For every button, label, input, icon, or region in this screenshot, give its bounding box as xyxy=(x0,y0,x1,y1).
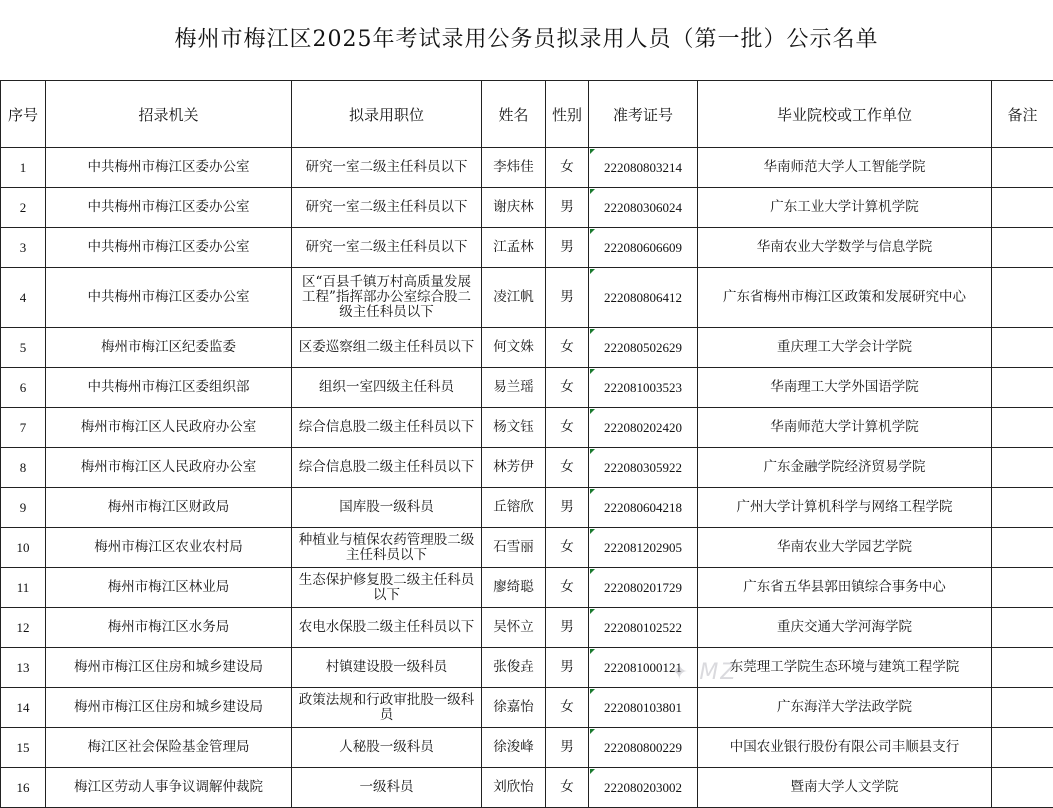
cell-org: 梅州市梅江区林业局 xyxy=(46,568,292,608)
cell-school: 华南师范大学计算机学院 xyxy=(698,408,992,448)
cell-index: 4 xyxy=(1,268,46,328)
cell-index: 16 xyxy=(1,768,46,808)
cell-sex: 男 xyxy=(546,268,589,328)
cell-comment-marker-icon xyxy=(590,449,595,454)
cell-sex: 女 xyxy=(546,768,589,808)
cell-comment-marker-icon xyxy=(590,649,595,654)
cell-school: 中国农业银行股份有限公司丰顺县支行 xyxy=(698,728,992,768)
cell-exam-id xyxy=(589,688,698,728)
cell-position: 国库股一级科员 xyxy=(292,488,482,528)
cell-position: 人秘股一级科员 xyxy=(292,728,482,768)
cell-exam-id xyxy=(589,188,698,228)
cell-org: 梅州市梅江区财政局 xyxy=(46,488,292,528)
table-row xyxy=(1,488,1053,528)
exam-id-text: 222081202905 xyxy=(604,540,682,555)
cell-position: 研究一室二级主任科员以下 xyxy=(292,148,482,188)
cell-position: 种植业与植保农药管理股二级主任科员以下 xyxy=(292,528,482,568)
cell-comment-marker-icon xyxy=(590,229,595,234)
table-row xyxy=(1,648,1053,688)
cell-exam-id xyxy=(589,648,698,688)
col-header-school: 毕业院校或工作单位 xyxy=(698,81,992,148)
table-row xyxy=(1,568,1053,608)
exam-id-text: 222080306024 xyxy=(604,200,682,215)
cell-note xyxy=(992,228,1053,268)
exam-id-text: 222080806412 xyxy=(604,290,682,305)
cell-sex: 女 xyxy=(546,148,589,188)
cell-comment-marker-icon xyxy=(590,329,595,334)
cell-name: 廖绮聪 xyxy=(482,568,546,608)
col-header-name: 姓名 xyxy=(482,81,546,148)
cell-name: 李炜佳 xyxy=(482,148,546,188)
cell-name: 吴怀立 xyxy=(482,608,546,648)
cell-sex: 男 xyxy=(546,648,589,688)
cell-comment-marker-icon xyxy=(590,489,595,494)
cell-index: 11 xyxy=(1,568,46,608)
cell-exam-id xyxy=(589,368,698,408)
cell-note xyxy=(992,688,1053,728)
table-row xyxy=(1,408,1053,448)
cell-position: 综合信息股二级主任科员以下 xyxy=(292,448,482,488)
cell-name: 张俊垚 xyxy=(482,648,546,688)
cell-exam-id xyxy=(589,728,698,768)
cell-position: 综合信息股二级主任科员以下 xyxy=(292,408,482,448)
cell-index: 1 xyxy=(1,148,46,188)
cell-name: 林芳伊 xyxy=(482,448,546,488)
cell-school: 广东工业大学计算机学院 xyxy=(698,188,992,228)
cell-comment-marker-icon xyxy=(590,729,595,734)
col-header-org: 招录机关 xyxy=(46,81,292,148)
cell-exam-id xyxy=(589,608,698,648)
cell-exam-id xyxy=(589,328,698,368)
cell-comment-marker-icon xyxy=(590,529,595,534)
exam-id-text: 222081000121 xyxy=(604,660,682,675)
cell-sex: 男 xyxy=(546,728,589,768)
exam-id-text: 222080203002 xyxy=(604,780,682,795)
exam-id-text: 222080103801 xyxy=(604,700,682,715)
cell-comment-marker-icon xyxy=(590,369,595,374)
cell-note xyxy=(992,368,1053,408)
cell-position: 区“百县千镇万村高质量发展工程”指挥部办公室综合股二级主任科员以下 xyxy=(292,268,482,328)
cell-sex: 男 xyxy=(546,488,589,528)
table-row xyxy=(1,188,1053,228)
table-row xyxy=(1,268,1053,328)
cell-school: 广东金融学院经济贸易学院 xyxy=(698,448,992,488)
cell-name: 何文姝 xyxy=(482,328,546,368)
cell-exam-id xyxy=(589,268,698,328)
table-body xyxy=(1,148,1053,808)
cell-org: 中共梅州市梅江区委办公室 xyxy=(46,228,292,268)
cell-exam-id xyxy=(589,768,698,808)
cell-name: 石雪丽 xyxy=(482,528,546,568)
exam-id-text: 222081003523 xyxy=(604,380,682,395)
cell-org: 中共梅州市梅江区委组织部 xyxy=(46,368,292,408)
cell-school: 东莞理工学院生态环境与建筑工程学院 xyxy=(698,648,992,688)
cell-index: 3 xyxy=(1,228,46,268)
cell-org: 梅州市梅江区水务局 xyxy=(46,608,292,648)
page-title: 梅州市梅江区2025年考试录用公务员拟录用人员（第一批）公示名单 xyxy=(174,27,879,52)
cell-note xyxy=(992,528,1053,568)
cell-school: 华南师范大学人工智能学院 xyxy=(698,148,992,188)
col-header-index: 序号 xyxy=(1,81,46,148)
cell-exam-id xyxy=(589,448,698,488)
cell-school: 华南农业大学数学与信息学院 xyxy=(698,228,992,268)
cell-sex: 女 xyxy=(546,448,589,488)
cell-position: 一级科员 xyxy=(292,768,482,808)
cell-sex: 女 xyxy=(546,328,589,368)
table-row xyxy=(1,608,1053,648)
cell-index: 6 xyxy=(1,368,46,408)
cell-org: 中共梅州市梅江区委办公室 xyxy=(46,268,292,328)
cell-sex: 女 xyxy=(546,568,589,608)
cell-note xyxy=(992,728,1053,768)
table-row xyxy=(1,728,1053,768)
cell-school: 广州大学计算机科学与网络工程学院 xyxy=(698,488,992,528)
cell-org: 梅江区劳动人事争议调解仲裁院 xyxy=(46,768,292,808)
exam-id-text: 222080606609 xyxy=(604,240,682,255)
exam-id-text: 222080803214 xyxy=(604,160,682,175)
cell-sex: 男 xyxy=(546,608,589,648)
exam-id-text: 222080800229 xyxy=(604,740,682,755)
cell-comment-marker-icon xyxy=(590,609,595,614)
cell-note xyxy=(992,188,1053,228)
cell-comment-marker-icon xyxy=(590,689,595,694)
exam-id-text: 222080201729 xyxy=(604,580,682,595)
cell-comment-marker-icon xyxy=(590,409,595,414)
cell-exam-id xyxy=(589,148,698,188)
table-row xyxy=(1,528,1053,568)
cell-school: 重庆理工大学会计学院 xyxy=(698,328,992,368)
cell-name: 徐浚峰 xyxy=(482,728,546,768)
roster-table xyxy=(0,80,1053,808)
cell-name: 杨文钰 xyxy=(482,408,546,448)
cell-exam-id xyxy=(589,488,698,528)
cell-org: 中共梅州市梅江区委办公室 xyxy=(46,188,292,228)
table-row xyxy=(1,328,1053,368)
col-header-position: 拟录用职位 xyxy=(292,81,482,148)
cell-note xyxy=(992,408,1053,448)
cell-exam-id xyxy=(589,568,698,608)
header-row xyxy=(1,81,1053,148)
cell-school: 华南农业大学园艺学院 xyxy=(698,528,992,568)
cell-name: 江孟林 xyxy=(482,228,546,268)
cell-note xyxy=(992,148,1053,188)
cell-comment-marker-icon xyxy=(590,569,595,574)
cell-sex: 男 xyxy=(546,188,589,228)
exam-id-text: 222080502629 xyxy=(604,340,682,355)
cell-position: 村镇建设股一级科员 xyxy=(292,648,482,688)
col-header-exam-id: 准考证号 xyxy=(589,81,698,148)
cell-name: 刘欣怡 xyxy=(482,768,546,808)
cell-school: 重庆交通大学河海学院 xyxy=(698,608,992,648)
cell-sex: 女 xyxy=(546,528,589,568)
cell-org: 梅江区社会保险基金管理局 xyxy=(46,728,292,768)
cell-note xyxy=(992,448,1053,488)
cell-school: 广东省五华县郭田镇综合事务中心 xyxy=(698,568,992,608)
exam-id-text: 222080305922 xyxy=(604,460,682,475)
watermark-logo: ✦ MZ xyxy=(670,660,738,685)
cell-org: 中共梅州市梅江区委办公室 xyxy=(46,148,292,188)
cell-name: 丘镕欣 xyxy=(482,488,546,528)
cell-position: 组织一室四级主任科员 xyxy=(292,368,482,408)
cell-sex: 女 xyxy=(546,688,589,728)
cell-position: 区委巡察组二级主任科员以下 xyxy=(292,328,482,368)
cell-school: 广东省梅州市梅江区政策和发展研究中心 xyxy=(698,268,992,328)
cell-org: 梅州市梅江区住房和城乡建设局 xyxy=(46,688,292,728)
cell-note xyxy=(992,768,1053,808)
cell-name: 易兰瑶 xyxy=(482,368,546,408)
cell-exam-id xyxy=(589,228,698,268)
cell-org: 梅州市梅江区纪委监委 xyxy=(46,328,292,368)
cell-index: 14 xyxy=(1,688,46,728)
cell-position: 生态保护修复股二级主任科员以下 xyxy=(292,568,482,608)
table-row xyxy=(1,688,1053,728)
exam-id-text: 222080102522 xyxy=(604,620,682,635)
cell-note xyxy=(992,328,1053,368)
cell-note xyxy=(992,268,1053,328)
table-row xyxy=(1,148,1053,188)
table-row xyxy=(1,448,1053,488)
cell-org: 梅州市梅江区人民政府办公室 xyxy=(46,408,292,448)
table-row xyxy=(1,768,1053,808)
col-header-note: 备注 xyxy=(992,81,1053,148)
cell-name: 谢庆林 xyxy=(482,188,546,228)
cell-position: 农电水保股二级主任科员以下 xyxy=(292,608,482,648)
cell-exam-id xyxy=(589,408,698,448)
cell-comment-marker-icon xyxy=(590,269,595,274)
cell-school: 华南理工大学外国语学院 xyxy=(698,368,992,408)
table-row xyxy=(1,228,1053,268)
cell-index: 7 xyxy=(1,408,46,448)
cell-org: 梅州市梅江区住房和城乡建设局 xyxy=(46,648,292,688)
cell-note xyxy=(992,488,1053,528)
table-row xyxy=(1,368,1053,408)
cell-sex: 男 xyxy=(546,228,589,268)
col-header-sex: 性别 xyxy=(546,81,589,148)
cell-org: 梅州市梅江区人民政府办公室 xyxy=(46,448,292,488)
cell-note xyxy=(992,568,1053,608)
cell-school: 暨南大学人文学院 xyxy=(698,768,992,808)
cell-index: 12 xyxy=(1,608,46,648)
cell-position: 政策法规和行政审批股一级科员 xyxy=(292,688,482,728)
cell-index: 8 xyxy=(1,448,46,488)
cell-index: 2 xyxy=(1,188,46,228)
exam-id-text: 222080202420 xyxy=(604,420,682,435)
cell-index: 5 xyxy=(1,328,46,368)
cell-school: 广东海洋大学法政学院 xyxy=(698,688,992,728)
cell-sex: 女 xyxy=(546,408,589,448)
cell-position: 研究一室二级主任科员以下 xyxy=(292,188,482,228)
cell-comment-marker-icon xyxy=(590,769,595,774)
cell-name: 凌江帆 xyxy=(482,268,546,328)
exam-id-text: 222080604218 xyxy=(604,500,682,515)
cell-exam-id xyxy=(589,528,698,568)
cell-position: 研究一室二级主任科员以下 xyxy=(292,228,482,268)
cell-org: 梅州市梅江区农业农村局 xyxy=(46,528,292,568)
cell-name: 徐嘉怡 xyxy=(482,688,546,728)
cell-note xyxy=(992,608,1053,648)
cell-note xyxy=(992,648,1053,688)
cell-sex: 女 xyxy=(546,368,589,408)
cell-comment-marker-icon xyxy=(590,189,595,194)
cell-index: 10 xyxy=(1,528,46,568)
cell-index: 9 xyxy=(1,488,46,528)
cell-index: 13 xyxy=(1,648,46,688)
cell-index: 15 xyxy=(1,728,46,768)
cell-comment-marker-icon xyxy=(590,149,595,154)
